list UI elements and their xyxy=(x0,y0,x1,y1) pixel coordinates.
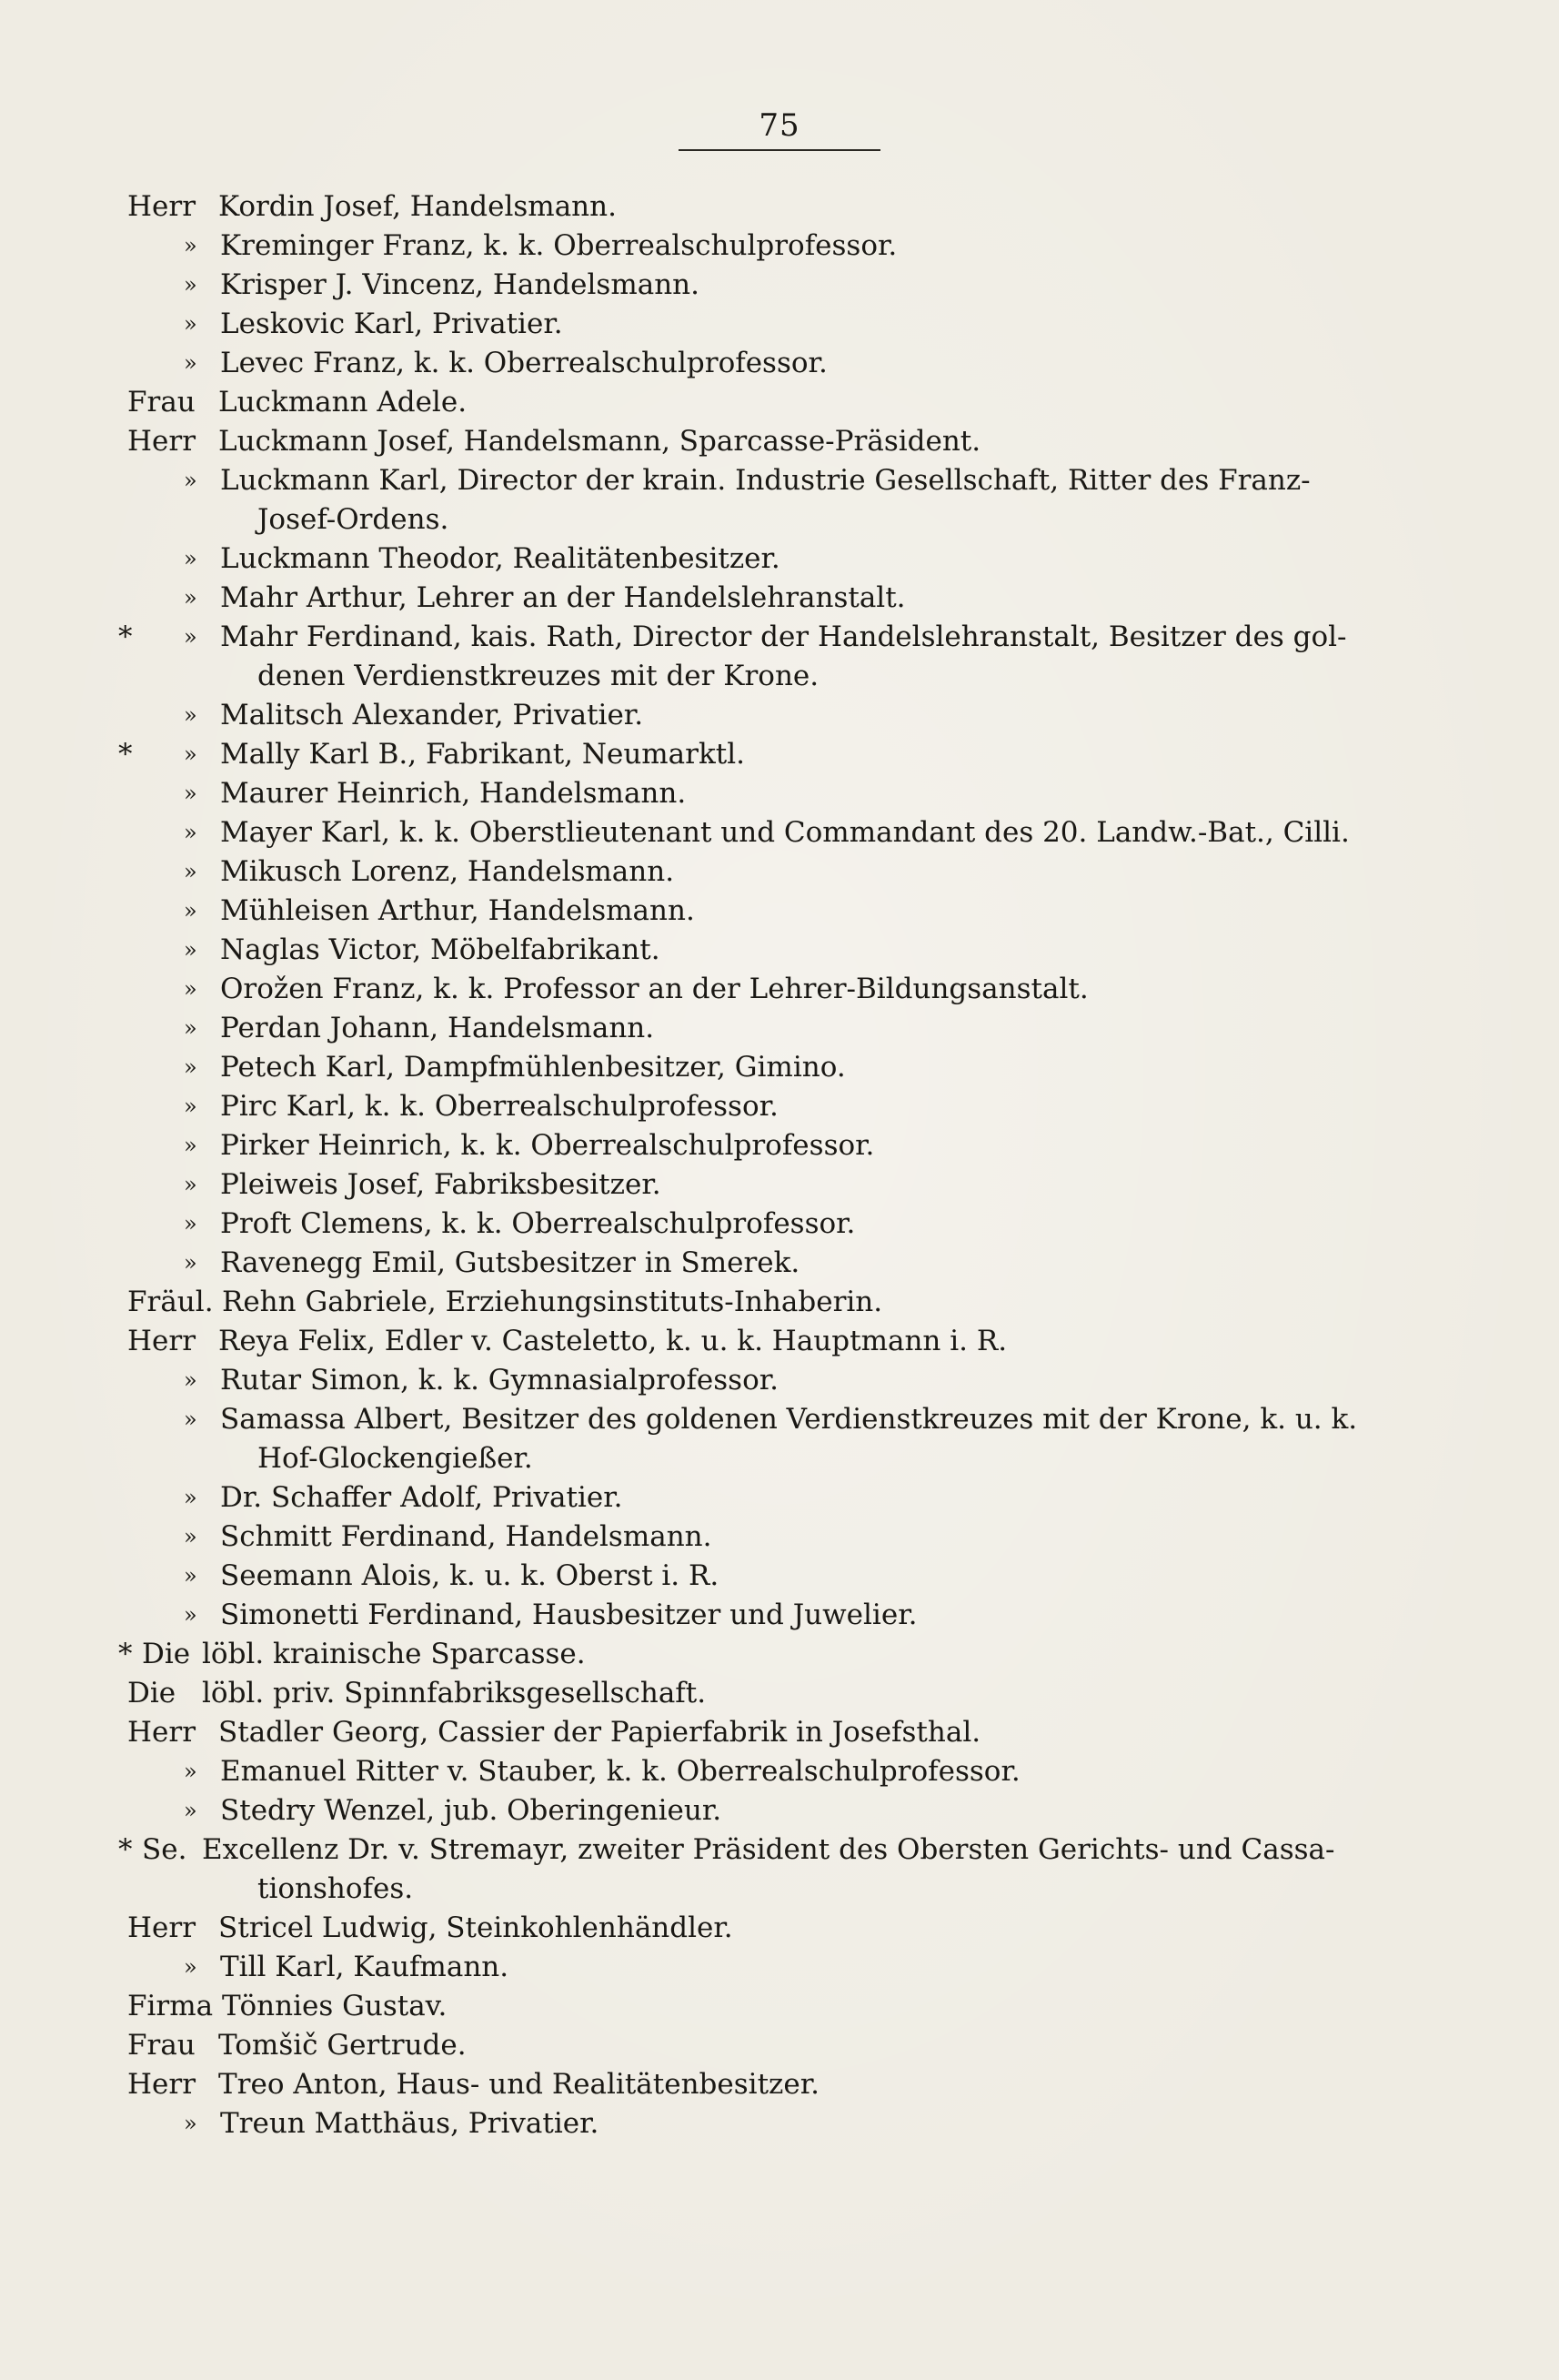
ditto-mark: » xyxy=(184,1133,197,1158)
list-item xyxy=(118,1635,1455,1674)
list-item xyxy=(127,1518,1455,1557)
list-item xyxy=(127,1596,1455,1635)
entry-text: löbl. priv. Spinnfabriksgesellschaft. xyxy=(202,1677,707,1709)
ditto-mark: » xyxy=(184,272,197,298)
list-item xyxy=(127,970,1455,1009)
member-list xyxy=(118,187,1455,2143)
list-item-line xyxy=(127,1205,1455,1244)
entry-text: Dr. Schaffer Adolf, Privatier. xyxy=(220,1481,623,1514)
list-item-line xyxy=(127,540,1455,579)
list-item xyxy=(127,579,1455,618)
list-item xyxy=(127,1126,1455,1165)
list-item-line xyxy=(127,1674,1455,1713)
entry-text: Luckmann Adele. xyxy=(218,386,468,419)
entry-text: Luckmann Karl, Director der krain. Industrie Gesellschaft, Ritter des Franz- xyxy=(220,464,1311,497)
entry-text: Till Karl, Kaufmann. xyxy=(220,1951,509,1983)
entry-text: Maurer Heinrich, Handelsmann. xyxy=(220,777,687,810)
list-item-line xyxy=(127,422,1455,461)
entry-text: Levec Franz, k. k. Oberrealschulprofessor. xyxy=(220,347,828,379)
ditto-mark: » xyxy=(184,1759,197,1784)
list-item xyxy=(127,1244,1455,1283)
title-prefix: Herr xyxy=(127,190,196,223)
title-prefix: Herr xyxy=(127,1911,196,1944)
list-item-line xyxy=(127,266,1455,305)
title-prefix: Firma xyxy=(127,1990,214,2022)
list-item xyxy=(127,1205,1455,1244)
list-item-line xyxy=(127,1909,1455,1948)
ditto-mark: » xyxy=(184,1602,197,1628)
list-item-line xyxy=(127,1752,1455,1791)
list-item xyxy=(127,1909,1455,1948)
ditto-mark: » xyxy=(184,1485,197,1510)
ditto-mark: » xyxy=(184,781,197,806)
entry-text: Orožen Franz, k. k. Professor an der Lehrer-Bildungsanstalt. xyxy=(220,973,1089,1005)
entry-text: Treun Matthäus, Privatier. xyxy=(220,2107,599,2140)
ditto-mark: » xyxy=(184,546,197,571)
list-item-line xyxy=(127,813,1455,852)
list-item-line xyxy=(118,735,1455,774)
list-item xyxy=(127,344,1455,383)
list-item xyxy=(127,1987,1455,2026)
list-item xyxy=(127,1713,1455,1752)
ditto-mark: » xyxy=(184,976,197,1002)
list-item xyxy=(127,422,1455,461)
list-item-line xyxy=(127,1987,1455,2026)
entry-text: Seemann Alois, k. u. k. Oberst i. R. xyxy=(220,1559,719,1592)
list-item xyxy=(127,1791,1455,1830)
list-item-line xyxy=(127,2065,1455,2104)
list-item xyxy=(127,1400,1455,1478)
ditto-mark: » xyxy=(184,233,197,258)
ditto-mark: » xyxy=(184,1563,197,1588)
list-item xyxy=(127,1361,1455,1400)
list-item xyxy=(118,735,1455,774)
list-item-line xyxy=(127,1596,1455,1635)
entry-continuation: Hof-Glockengießer. xyxy=(257,1442,533,1475)
title-prefix: Frau xyxy=(127,386,196,419)
title-prefix: Herr xyxy=(127,1716,196,1749)
entry-text: Stricel Ludwig, Steinkohlenhändler. xyxy=(218,1911,733,1944)
list-item xyxy=(127,696,1455,735)
ditto-mark: » xyxy=(184,311,197,337)
entry-text: Mühleisen Arthur, Handelsmann. xyxy=(220,894,695,927)
entry-text: Mayer Karl, k. k. Oberstlieutenant und Commandant des 20. Landw.-Bat., Cilli. xyxy=(220,816,1350,849)
ditto-mark: » xyxy=(184,741,197,767)
list-item-line xyxy=(127,1009,1455,1048)
ditto-mark: » xyxy=(184,624,197,650)
list-item-line xyxy=(127,696,1455,735)
ditto-mark: » xyxy=(184,1524,197,1549)
list-item xyxy=(127,266,1455,305)
list-item-line xyxy=(127,305,1455,344)
entry-text: Emanuel Ritter v. Stauber, k. k. Oberrealschulprofessor. xyxy=(220,1755,1021,1788)
list-item xyxy=(127,774,1455,813)
ditto-mark: » xyxy=(184,859,197,884)
list-item-line xyxy=(118,1635,1455,1674)
list-item-line xyxy=(127,1791,1455,1830)
ditto-mark: » xyxy=(184,1211,197,1236)
list-item xyxy=(127,1165,1455,1205)
list-item xyxy=(118,1830,1455,1909)
list-item xyxy=(127,2104,1455,2143)
entry-continuation: tionshofes. xyxy=(257,1872,414,1905)
entry-text: Perdan Johann, Handelsmann. xyxy=(220,1012,655,1044)
list-item xyxy=(127,1948,1455,1987)
ditto-mark: » xyxy=(184,1250,197,1276)
entry-text: Mahr Arthur, Lehrer an der Handelslehranstalt. xyxy=(220,581,906,614)
list-item xyxy=(127,1048,1455,1087)
title-prefix: Fräul. xyxy=(127,1286,214,1318)
entry-text: Krisper J. Vincenz, Handelsmann. xyxy=(220,268,699,301)
list-item xyxy=(127,1087,1455,1126)
title-prefix: Die xyxy=(127,1677,176,1709)
list-item-line xyxy=(127,461,1455,500)
list-item-line xyxy=(118,618,1455,657)
entry-text: Mikusch Lorenz, Handelsmann. xyxy=(220,855,675,888)
title-prefix: Frau xyxy=(127,2029,196,2062)
entry-text: Proft Clemens, k. k. Oberrealschulprofessor. xyxy=(220,1207,856,1240)
list-item xyxy=(127,383,1455,422)
entry-text: Samassa Albert, Besitzer des goldenen Verdienstkreuzes mit der Krone, k. u. k. xyxy=(220,1403,1358,1436)
list-item-line xyxy=(127,1400,1455,1439)
ditto-mark: » xyxy=(184,898,197,923)
entry-text: Malitsch Alexander, Privatier. xyxy=(220,699,644,731)
ditto-mark: » xyxy=(184,1015,197,1041)
ditto-mark: » xyxy=(184,1054,197,1080)
entry-text: Luckmann Theodor, Realitätenbesitzer. xyxy=(220,542,780,575)
list-item xyxy=(127,852,1455,892)
ditto-mark: » xyxy=(184,1954,197,1980)
title-prefix: Herr xyxy=(127,425,196,458)
entry-text: Excellenz Dr. v. Stremayr, zweiter Präsident des Obersten Gerichts- und Cassa- xyxy=(202,1833,1335,1866)
list-item-line xyxy=(127,1165,1455,1205)
list-item xyxy=(127,1674,1455,1713)
list-item xyxy=(127,1009,1455,1048)
list-item xyxy=(127,1557,1455,1596)
list-item-line xyxy=(127,1713,1455,1752)
list-item-line xyxy=(127,1322,1455,1361)
ditto-mark: » xyxy=(184,1094,197,1119)
title-prefix: Die xyxy=(142,1638,191,1670)
list-item-line xyxy=(127,2104,1455,2143)
list-item-line xyxy=(127,579,1455,618)
ditto-mark: » xyxy=(184,1798,197,1823)
title-prefix: Herr xyxy=(127,2068,196,2101)
list-item-line xyxy=(127,970,1455,1009)
entry-text: Rehn Gabriele, Erziehungsinstituts-Inhaberin. xyxy=(222,1286,883,1318)
ditto-mark: » xyxy=(184,2111,197,2136)
entry-text: Reya Felix, Edler v. Casteletto, k. u. k. Hauptmann i. R. xyxy=(218,1325,1008,1357)
list-item xyxy=(127,305,1455,344)
entry-text: Pleiweis Josef, Fabriksbesitzer. xyxy=(220,1168,661,1201)
list-item-line xyxy=(127,383,1455,422)
list-item xyxy=(127,187,1455,227)
list-item-line xyxy=(127,344,1455,383)
entry-text: Tomšič Gertrude. xyxy=(218,2029,467,2062)
entry-text: Stadler Georg, Cassier der Papierfabrik in Josefsthal. xyxy=(218,1716,981,1749)
list-item xyxy=(127,2026,1455,2065)
entry-text: Naglas Victor, Möbelfabrikant. xyxy=(220,933,660,966)
entry-text: Treo Anton, Haus- und Realitätenbesitzer. xyxy=(218,2068,820,2101)
entry-text: Petech Karl, Dampfmühlenbesitzer, Gimino. xyxy=(220,1051,846,1084)
list-item xyxy=(127,892,1455,931)
entry-text: Kordin Josef, Handelsmann. xyxy=(218,190,617,223)
list-item-line xyxy=(127,1087,1455,1126)
list-item xyxy=(127,1752,1455,1791)
ditto-mark: » xyxy=(184,702,197,728)
list-item-line xyxy=(127,1478,1455,1518)
asterisk-mark: * xyxy=(118,620,133,653)
list-item-line xyxy=(127,1557,1455,1596)
list-item-line xyxy=(127,187,1455,227)
list-item xyxy=(118,618,1455,696)
ditto-mark: » xyxy=(184,937,197,963)
entry-continuation: denen Verdienstkreuzes mit der Krone. xyxy=(257,660,820,692)
list-item xyxy=(127,227,1455,266)
entry-text: Luckmann Josef, Handelsmann, Sparcasse-Präsident. xyxy=(218,425,981,458)
asterisk-mark: * xyxy=(118,738,133,771)
entry-text: Schmitt Ferdinand, Handelsmann. xyxy=(220,1520,712,1553)
list-item-line xyxy=(127,2026,1455,2065)
ditto-mark: » xyxy=(184,1407,197,1432)
ditto-mark: » xyxy=(184,468,197,493)
asterisk-mark: * xyxy=(118,1833,133,1866)
list-item-line xyxy=(118,1830,1455,1870)
entry-text: Tönnies Gustav. xyxy=(222,1990,448,2022)
ditto-mark: » xyxy=(184,1367,197,1393)
list-item-line xyxy=(127,1126,1455,1165)
entry-text: Kreminger Franz, k. k. Oberrealschulprofessor. xyxy=(220,229,898,262)
list-item-line xyxy=(127,1518,1455,1557)
entry-text: Leskovic Karl, Privatier. xyxy=(220,308,563,340)
entry-text: Ravenegg Emil, Gutsbesitzer in Smerek. xyxy=(220,1246,800,1279)
entry-text: Pirc Karl, k. k. Oberrealschulprofessor. xyxy=(220,1090,779,1123)
ditto-mark: » xyxy=(184,1172,197,1197)
list-item xyxy=(127,931,1455,970)
entry-text: Mally Karl B., Fabrikant, Neumarktl. xyxy=(220,738,745,771)
page-number-rule xyxy=(679,149,880,151)
entry-text: löbl. krainische Sparcasse. xyxy=(202,1638,586,1670)
asterisk-mark: * xyxy=(118,1638,133,1670)
list-item xyxy=(127,2065,1455,2104)
ditto-mark: » xyxy=(184,820,197,845)
list-item xyxy=(127,1322,1455,1361)
title-prefix: Herr xyxy=(127,1325,196,1357)
list-item xyxy=(127,461,1455,540)
title-prefix: Se. xyxy=(142,1833,187,1866)
ditto-mark: » xyxy=(184,350,197,376)
list-item-line xyxy=(127,892,1455,931)
list-item-line xyxy=(127,227,1455,266)
list-item-line xyxy=(127,931,1455,970)
list-item-line xyxy=(127,1361,1455,1400)
entry-text: Rutar Simon, k. k. Gymnasialprofessor. xyxy=(220,1364,780,1397)
page-number: 75 xyxy=(759,107,800,144)
list-item-line xyxy=(127,1048,1455,1087)
ditto-mark: » xyxy=(184,585,197,610)
entry-text: Simonetti Ferdinand, Hausbesitzer und Juwelier. xyxy=(220,1598,918,1631)
entry-continuation: Josef-Ordens. xyxy=(257,503,449,536)
entry-text: Stedry Wenzel, jub. Oberingenieur. xyxy=(220,1794,722,1827)
list-item-line xyxy=(127,1244,1455,1283)
list-item-line xyxy=(127,1948,1455,1987)
list-item xyxy=(127,540,1455,579)
list-item xyxy=(127,1283,1455,1322)
list-item-line xyxy=(127,852,1455,892)
list-item xyxy=(127,1478,1455,1518)
list-item-line xyxy=(127,1283,1455,1322)
list-item-line xyxy=(127,774,1455,813)
entry-text: Mahr Ferdinand, kais. Rath, Director der Handelslehranstalt, Besitzer des gol- xyxy=(220,620,1347,653)
list-item xyxy=(127,813,1455,852)
entry-text: Pirker Heinrich, k. k. Oberrealschulprofessor. xyxy=(220,1129,875,1162)
